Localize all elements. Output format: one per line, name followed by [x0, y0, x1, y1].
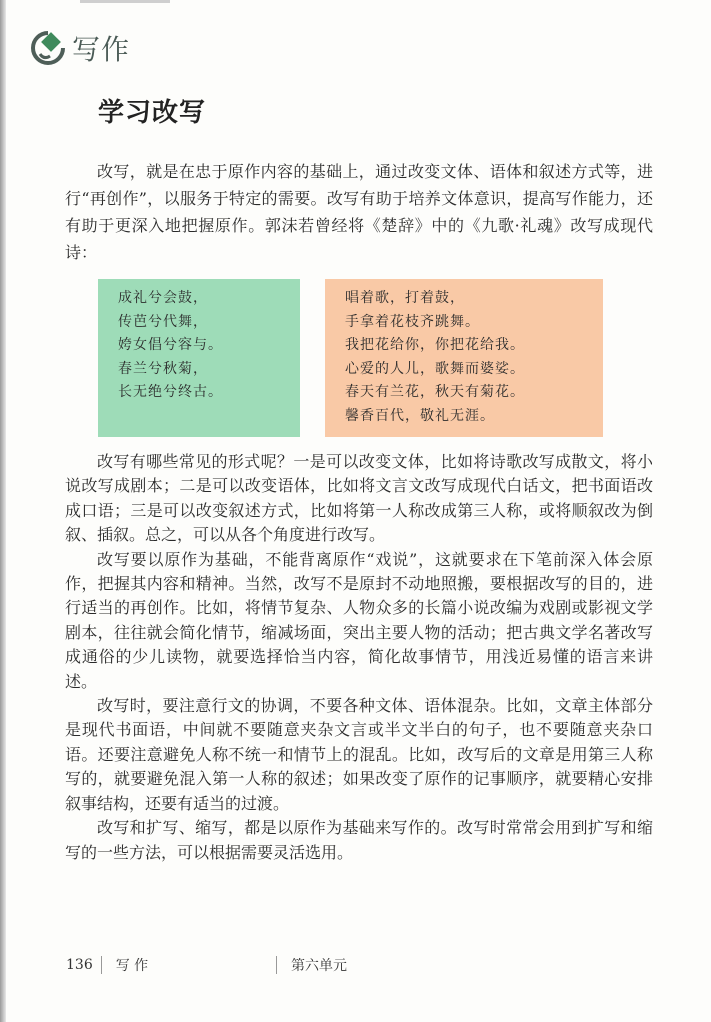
poem-line: 心爱的人儿，歌舞而婆娑。 — [345, 360, 525, 377]
poem-line: 长无绝兮终古。 — [118, 384, 223, 400]
page-number: 136 — [66, 957, 93, 973]
poem-line: 春兰兮秋菊， — [118, 360, 208, 377]
poem-line: 我把花给你，你把花给我。 — [345, 337, 525, 353]
poem-original-box — [98, 279, 300, 437]
poem-line: 手拿着花枝齐跳舞。 — [345, 313, 480, 330]
paragraph-coherence: 改写时，要注意行文的协调，不要各种文体、语体混杂。比如，文章主体部分是现代书面语，中间就不要随意夹杂文言或半文半白的句子，也不要随意夹杂口语。还要注意避免人称不统一和情节上的混乱。比如，改写后的文章是用第三人称写的，就要避免混入第一人称的叙述；如果改变了原作的记事顺序，就要精心安排叙事结构，还要有适当的过渡。 — [65, 696, 653, 813]
poem-line: 成礼兮会鼓， — [118, 290, 208, 306]
page-footer — [66, 955, 347, 975]
poem-line: 春天有兰花，秋天有菊花。 — [345, 384, 525, 400]
poem-comparison — [98, 279, 653, 437]
section-header — [30, 28, 130, 68]
section-title: 写作 — [72, 33, 131, 66]
paragraph-conclusion: 改写和扩写、缩写，都是以原作为基础来写作的。改写时常常会用到扩写和缩写的一些方法，可以根据需要灵活选用。 — [65, 818, 653, 862]
poem-line: 唱着歌，打着鼓， — [345, 290, 465, 306]
poem-line: 传芭兮代舞， — [118, 313, 208, 330]
page-edge — [0, 0, 6, 1022]
footer-unit: 第六单元 — [291, 958, 347, 974]
divider — [101, 956, 102, 974]
paragraph-intro: 改写，就是在忠于原作内容的基础上，通过改变文体、语体和叙述方式等，进行“再创作”，以服务于特定的需要。改写有助于培养文体意识，提高写作能力，还有助于更深入地把握原作。郭沫若曾经将《楚辞》中的《九歌·礼魂》改写成现代诗： — [65, 162, 653, 262]
poem-line: 姱女倡兮容与。 — [118, 337, 223, 353]
top-bar — [80, 0, 170, 3]
lesson-title: 学习改写 — [98, 98, 207, 128]
writing-logo-icon — [30, 30, 66, 66]
paragraph-basis: 改写要以原作为基础，不能背离原作“戏说”，这就要求在下笔前深入体会原作，把握其内容和精神。当然，改写不是原封不动地照搬，要根据改写的目的，进行适当的再创作。比如，将情节复杂、人物众多的长篇小说改编为戏剧或影视文学剧本，往往就会简化情节，缩减场面，突出主要人物的活动；把古典文学名著改写成通俗的少儿读物，就要选择恰当内容，简化故事情节，用浅近易懂的语言来讲述。 — [65, 549, 653, 691]
body-content — [65, 158, 653, 865]
poem-line: 馨香百代，敬礼无涯。 — [345, 407, 495, 424]
divider — [276, 956, 277, 974]
paragraph-forms: 改写有哪些常见的形式呢？一是可以改变文体，比如将诗歌改写成散文，将小说改写成剧本；二是可以改变语体，比如将文言文改写成现代白话文，把书面语改成口语；三是可以改变叙述方式，比如将第一人称改成第三人称，或将顺叙改为倒叙、插叙。总之，可以从各个角度进行改写。 — [65, 452, 653, 545]
footer-section: 写 作 — [115, 958, 149, 974]
poem-modern-box — [325, 279, 603, 437]
